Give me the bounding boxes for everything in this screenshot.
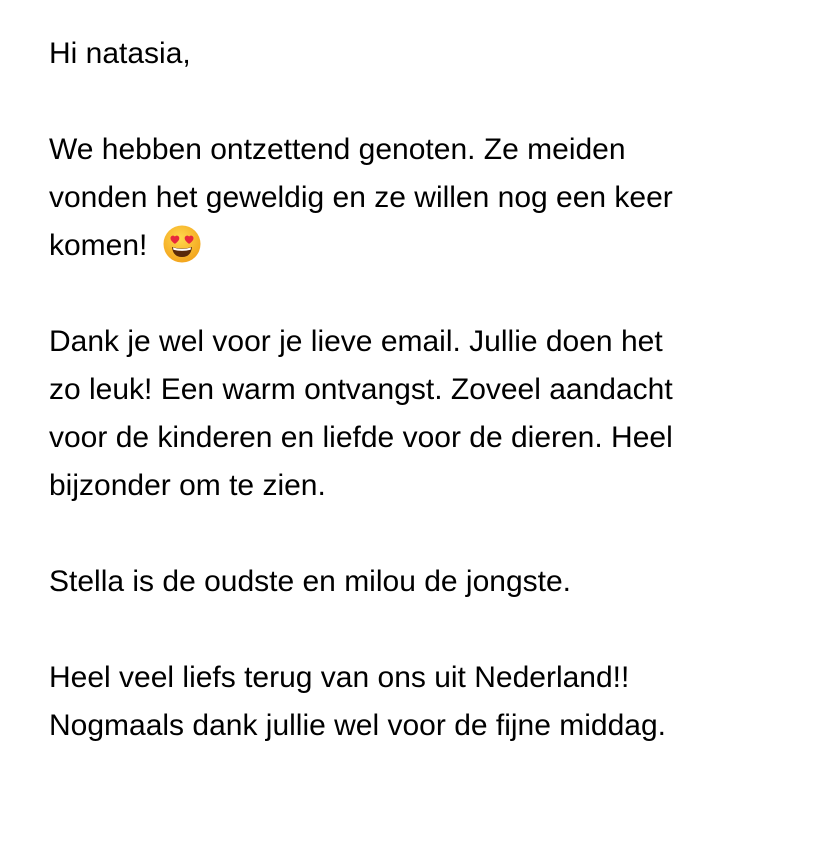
text-line: Heel veel liefs terug van ons uit Nederland!! [49,661,630,694]
paragraph-gap [49,270,799,318]
text-line: bijzonder om te zien. [49,469,326,502]
paragraph-2 [49,318,799,510]
text-line: Nogmaals dank jullie wel voor de fijne middag. [49,709,666,742]
heart-eyes-emoji-icon [162,224,202,264]
paragraph-gap [49,78,799,126]
paragraph-gap [49,606,799,654]
paragraph-4 [49,654,799,750]
text-line-with-emoji [49,222,799,270]
text-line: We hebben ontzettend genoten. Ze meiden [49,133,626,166]
text-segment: komen! [49,229,148,262]
text-line: vonden het geweldig en ze willen nog een keer [49,181,673,214]
message-body [49,30,799,750]
greeting-line: Hi natasia, [49,37,191,70]
text-line: voor de kinderen en liefde voor de dieren. Heel [49,421,673,454]
paragraph-gap [49,510,799,558]
paragraph-1 [49,126,799,270]
paragraph-3 [49,558,799,606]
text-line: Dank je wel voor je lieve email. Jullie doen het [49,325,663,358]
text-line: zo leuk! Een warm ontvangst. Zoveel aandacht [49,373,673,406]
text-line: Stella is de oudste en milou de jongste. [49,565,571,598]
